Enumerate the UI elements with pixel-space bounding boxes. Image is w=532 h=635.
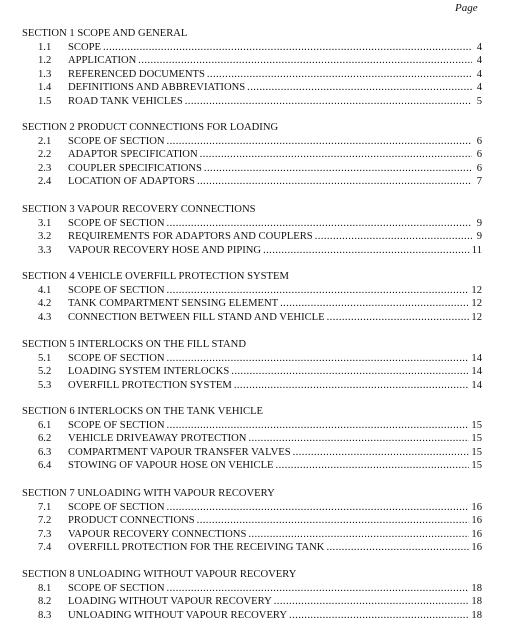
dot-leader [200, 148, 472, 162]
toc-entry-title: OVERFILL PROTECTION SYSTEM [68, 379, 232, 391]
page-column-heading: Page [455, 2, 478, 14]
toc-entry[interactable] [22, 148, 482, 162]
dot-leader [207, 68, 472, 82]
toc-entry-page-number: 14 [471, 366, 482, 378]
dot-leader [167, 501, 470, 515]
dot-leader [204, 162, 472, 176]
toc-entry-number: 2.3 [38, 162, 52, 174]
toc-entry-number: 8.3 [38, 609, 52, 621]
toc-entry[interactable] [22, 54, 482, 68]
toc-entry[interactable] [22, 135, 482, 149]
toc-entry-page-number: 9 [476, 217, 482, 229]
toc-section [22, 121, 482, 189]
toc-entry-number: 3.2 [38, 231, 52, 243]
toc-entry[interactable] [22, 175, 482, 189]
toc-entry-title: TANK COMPARTMENT SENSING ELEMENT [68, 298, 279, 310]
toc-entry-number: 6.2 [38, 433, 52, 445]
toc-entry-number: 4.1 [38, 284, 52, 296]
toc-entry[interactable] [22, 609, 482, 623]
toc-entry-page-number: 14 [471, 379, 482, 391]
dot-leader [315, 230, 472, 244]
toc-entry[interactable] [22, 162, 482, 176]
toc-entry-number: 5.2 [38, 366, 52, 378]
dot-leader [289, 609, 469, 623]
toc-entry-page-number: 16 [471, 528, 482, 540]
toc-entry[interactable] [22, 514, 482, 528]
toc-entry-page-number: 15 [471, 446, 482, 458]
toc-entry-page-number: 18 [471, 596, 482, 608]
toc-entry[interactable] [22, 541, 482, 555]
toc-entry-page-number: 18 [471, 582, 482, 594]
toc-entry[interactable] [22, 595, 482, 609]
toc-section [22, 270, 482, 324]
toc-entry-title: STOWING OF VAPOUR HOSE ON VEHICLE [68, 460, 274, 472]
dot-leader [326, 541, 469, 555]
dot-leader [274, 595, 470, 609]
dot-leader [248, 432, 469, 446]
dot-leader [247, 81, 472, 95]
dot-leader [276, 459, 470, 473]
toc-entry-title: COUPLER SPECIFICATIONS [68, 162, 202, 174]
toc-entry-title: REQUIREMENTS FOR ADAPTORS AND COUPLERS [68, 231, 313, 243]
toc-section-title[interactable]: SECTION 3 VAPOUR RECOVERY CONNECTIONS [22, 204, 256, 215]
toc-entry-page-number: 15 [471, 433, 482, 445]
toc-entry[interactable] [22, 217, 482, 231]
dot-leader [138, 54, 472, 68]
toc-entry-page-number: 4 [476, 82, 482, 94]
toc-section [22, 203, 482, 257]
toc-entry-number: 3.3 [38, 244, 52, 256]
toc-entry-number: 1.3 [38, 68, 52, 80]
toc-entry-number: 8.2 [38, 596, 52, 608]
toc-entry-number: 2.2 [38, 149, 52, 161]
toc-entry-page-number: 14 [471, 352, 482, 364]
dot-leader [234, 379, 470, 393]
toc-entry-number: 4.3 [38, 311, 52, 323]
dot-leader [293, 446, 470, 460]
toc-entry-title: SCOPE OF SECTION [68, 217, 165, 229]
toc-entry-title: LOADING WITHOUT VAPOUR RECOVERY [68, 596, 272, 608]
toc-entry-page-number: 4 [476, 41, 482, 53]
dot-leader [103, 41, 472, 55]
toc-entry[interactable] [22, 311, 482, 325]
dot-leader [248, 528, 469, 542]
dot-leader [185, 95, 472, 109]
toc-entry[interactable] [22, 528, 482, 542]
toc-section [22, 338, 482, 392]
toc-entry-number: 6.3 [38, 446, 52, 458]
dot-leader [167, 582, 470, 596]
toc-entry-number: 7.1 [38, 501, 52, 513]
toc-entry-page-number: 16 [471, 501, 482, 513]
toc-section-title[interactable]: SECTION 1 SCOPE AND GENERAL [22, 28, 188, 39]
toc-entry-page-number: 7 [476, 176, 482, 188]
toc-section-title[interactable]: SECTION 7 UNLOADING WITH VAPOUR RECOVERY [22, 488, 275, 499]
dot-leader [167, 217, 472, 231]
toc-entry[interactable] [22, 446, 482, 460]
toc-entry-title: SCOPE OF SECTION [68, 284, 165, 296]
toc-entry-page-number: 16 [471, 542, 482, 554]
toc-entry-page-number: 15 [471, 419, 482, 431]
toc-entry-title: CONNECTION BETWEEN FILL STAND AND VEHICLE [68, 311, 325, 323]
toc-section [22, 487, 482, 555]
dot-leader [167, 135, 472, 149]
toc-entry-page-number: 12 [471, 311, 482, 323]
toc-entry-page-number: 6 [476, 162, 482, 174]
toc-entry-title: SCOPE OF SECTION [68, 419, 165, 431]
toc-entry-title: APPLICATION [68, 55, 137, 67]
toc-entry-number: 1.4 [38, 82, 52, 94]
toc-entry-page-number: 6 [476, 135, 482, 147]
toc-entry-title: ROAD TANK VEHICLES [68, 95, 183, 107]
dot-leader [263, 244, 470, 258]
toc-entry-number: 2.1 [38, 135, 52, 147]
toc-entry-page-number: 9 [476, 231, 482, 243]
toc-section-title[interactable]: SECTION 4 VEHICLE OVERFILL PROTECTION SYSTEM [22, 271, 289, 282]
toc-entry-number: 5.1 [38, 352, 52, 364]
toc-entry[interactable] [22, 81, 482, 95]
toc-entry-page-number: 12 [471, 298, 482, 310]
toc-entry-number: 6.4 [38, 460, 52, 472]
toc-section-title[interactable]: SECTION 2 PRODUCT CONNECTIONS FOR LOADING [22, 122, 279, 133]
toc-entry-title: ADAPTOR SPECIFICATION [68, 149, 198, 161]
toc-entry[interactable] [22, 297, 482, 311]
dot-leader [327, 311, 470, 325]
toc-entry-title: PRODUCT CONNECTIONS [68, 515, 195, 527]
dot-leader [167, 352, 470, 366]
toc-entry-page-number: 11 [471, 244, 482, 256]
toc-entry-title: LOADING SYSTEM INTERLOCKS [68, 366, 230, 378]
toc-section-title[interactable]: SECTION 8 UNLOADING WITHOUT VAPOUR RECOVERY [22, 569, 297, 580]
toc-entry-page-number: 4 [476, 68, 482, 80]
toc-entry-page-number: 6 [476, 149, 482, 161]
toc-entry[interactable] [22, 365, 482, 379]
toc-entry[interactable] [22, 68, 482, 82]
toc-section-title[interactable]: SECTION 5 INTERLOCKS ON THE FILL STAND [22, 339, 246, 350]
toc-entry-number: 7.4 [38, 542, 52, 554]
toc-entry-number: 5.3 [38, 379, 52, 391]
toc-entry[interactable] [22, 432, 482, 446]
toc-section [22, 27, 482, 109]
toc-entry-title: LOCATION OF ADAPTORS [68, 176, 195, 188]
toc-entry-title: REFERENCED DOCUMENTS [68, 68, 205, 80]
toc-entry-page-number: 18 [471, 609, 482, 621]
toc-entry[interactable] [22, 419, 482, 433]
toc-entry-number: 4.2 [38, 298, 52, 310]
toc-entry[interactable] [22, 352, 482, 366]
toc-entry-page-number: 12 [471, 284, 482, 296]
toc-entry[interactable] [22, 244, 482, 258]
toc-entry-title: VAPOUR RECOVERY CONNECTIONS [68, 528, 247, 540]
toc-entry[interactable] [22, 95, 482, 109]
dot-leader [197, 514, 470, 528]
dot-leader [231, 365, 469, 379]
toc-section [22, 568, 482, 622]
toc-entry-title: VAPOUR RECOVERY HOSE AND PIPING [68, 244, 262, 256]
toc-entry-title: VEHICLE DRIVEAWAY PROTECTION [68, 433, 247, 445]
toc-entry[interactable] [22, 582, 482, 596]
toc-entry[interactable] [22, 379, 482, 393]
toc-entry-number: 1.5 [38, 95, 52, 107]
dot-leader [197, 175, 472, 189]
toc-section [22, 405, 482, 473]
toc-entry-title: SCOPE OF SECTION [68, 501, 165, 513]
toc-entry-title: SCOPE OF SECTION [68, 582, 165, 594]
toc-section-title[interactable]: SECTION 6 INTERLOCKS ON THE TANK VEHICLE [22, 406, 264, 417]
toc-entry-number: 3.1 [38, 217, 52, 229]
dot-leader [167, 419, 470, 433]
toc-entry[interactable] [22, 284, 482, 298]
toc-entry-title: SCOPE OF SECTION [68, 135, 165, 147]
toc-entry-page-number: 15 [471, 460, 482, 472]
toc-entry-title: SCOPE [68, 41, 101, 53]
dot-leader [280, 297, 469, 311]
toc-entry-page-number: 5 [476, 95, 482, 107]
toc-entry-title: OVERFILL PROTECTION FOR THE RECEIVING TANK [68, 542, 325, 554]
toc-entry-title: DEFINITIONS AND ABBREVIATIONS [68, 82, 246, 94]
dot-leader [167, 284, 470, 298]
toc-entry-page-number: 16 [471, 515, 482, 527]
toc-entry-page-number: 4 [476, 55, 482, 67]
toc-entry-number: 7.2 [38, 515, 52, 527]
toc-entry-number: 8.1 [38, 582, 52, 594]
toc-entry[interactable] [22, 459, 482, 473]
toc-entry[interactable] [22, 230, 482, 244]
toc-entry[interactable] [22, 41, 482, 55]
toc-entry-title: SCOPE OF SECTION [68, 352, 165, 364]
toc-entry-title: COMPARTMENT VAPOUR TRANSFER VALVES [68, 446, 291, 458]
toc-entry-title: UNLOADING WITHOUT VAPOUR RECOVERY [68, 609, 288, 621]
toc-entry-number: 7.3 [38, 528, 52, 540]
toc-entry-number: 6.1 [38, 419, 52, 431]
toc-entry-number: 1.1 [38, 41, 52, 53]
toc-entry[interactable] [22, 501, 482, 515]
toc-entry-number: 1.2 [38, 55, 52, 67]
toc-entry-number: 2.4 [38, 176, 52, 188]
